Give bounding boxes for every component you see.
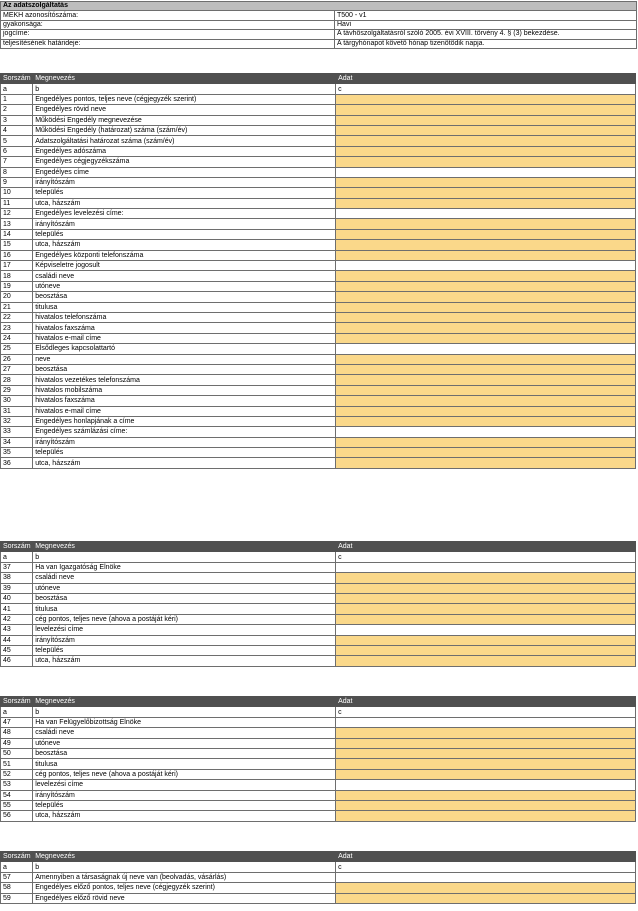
row-label: Ha van Felügyelőbizottság Elnöke [33,717,336,727]
adat-input-cell[interactable] [336,604,636,614]
header-megnevezes: Megnevezés [33,542,336,552]
row-label: utóneve [33,281,336,291]
row-number: 15 [1,240,33,250]
adat-cell [336,344,636,354]
row-number: 58 [1,883,33,893]
table-row [1,583,636,593]
row-label: titulusa [33,302,336,312]
row-number: 8 [1,167,33,177]
adat-input-cell[interactable] [336,198,636,208]
table-row [1,177,636,187]
table-row [1,385,636,395]
row-label: titulusa [33,604,336,614]
adat-input-cell[interactable] [336,406,636,416]
table-row [1,157,636,167]
table-row [1,635,636,645]
row-label: Adatszolgáltatási határozat száma (szám/év) [33,136,336,146]
header-sorszam: Sorszám [1,697,33,707]
header-adat: Adat [336,697,636,707]
adat-input-cell[interactable] [336,177,636,187]
adat-cell [336,872,636,882]
row-number: 52 [1,769,33,779]
table-row [1,261,636,271]
row-number: 46 [1,656,33,666]
info-title: Az adatszolgáltatás [1,2,637,11]
info-table [0,1,637,49]
row-number: 5 [1,136,33,146]
table-row [1,396,636,406]
adat-input-cell[interactable] [336,364,636,374]
info-value: Havi [335,20,637,29]
table-row [1,437,636,447]
row-label: Engedélyes előző rövid neve [33,893,336,903]
row-number: 49 [1,738,33,748]
info-row [1,11,637,20]
adat-input-cell[interactable] [336,448,636,458]
adat-input-cell[interactable] [336,893,636,903]
header-sorszam: Sorszám [1,542,33,552]
header-adat: Adat [336,542,636,552]
table-row [1,800,636,810]
table-row [1,748,636,758]
row-number: 27 [1,364,33,374]
row-number: 36 [1,458,33,468]
row-label: Engedélyes előző pontos, teljes neve (cégjegyzék szerint) [33,883,336,893]
row-label: Engedélyes pontos, teljes neve (cégjegyzék szerint) [33,94,336,104]
table-row [1,811,636,821]
table-row [1,344,636,354]
row-number: 41 [1,604,33,614]
header-megnevezes: Megnevezés [33,697,336,707]
row-number: 3 [1,115,33,125]
row-label: családi neve [33,271,336,281]
adat-input-cell[interactable] [336,416,636,426]
row-number: 18 [1,271,33,281]
row-number: 28 [1,375,33,385]
row-label: település [33,188,336,198]
row-number: 29 [1,385,33,395]
row-label: Engedélyes központi telefonszáma [33,250,336,260]
adat-input-cell[interactable] [336,645,636,655]
row-number: 9 [1,177,33,187]
row-label: hivatalos vezetékes telefonszáma [33,375,336,385]
column-header-row [1,74,636,84]
row-label: hivatalos mobilszáma [33,385,336,395]
table-row [1,312,636,322]
table-row [1,229,636,239]
adat-input-cell[interactable] [336,811,636,821]
letter-a: a [1,84,33,94]
adat-input-cell[interactable] [336,302,636,312]
row-label: levelezési címe [33,780,336,790]
info-row [1,30,637,39]
adat-input-cell[interactable] [336,385,636,395]
row-label: Elsődleges kapcsolattartó [33,344,336,354]
adat-input-cell[interactable] [336,333,636,343]
row-label: Engedélyes honlapjának a címe [33,416,336,426]
row-number: 4 [1,125,33,135]
letter-a: a [1,862,33,872]
row-number: 7 [1,157,33,167]
adat-input-cell[interactable] [336,583,636,593]
table-row [1,188,636,198]
row-number: 59 [1,893,33,903]
table-row [1,302,636,312]
row-number: 26 [1,354,33,364]
adat-cell [336,427,636,437]
table-row [1,458,636,468]
row-label: beosztása [33,364,336,374]
row-label: hivatalos e-mail címe [33,406,336,416]
adat-input-cell[interactable] [336,115,636,125]
row-number: 2 [1,105,33,115]
data-table-1 [0,73,636,469]
row-label: cég pontos, teljes neve (ahova a postáját kéri) [33,769,336,779]
table-row [1,167,636,177]
table-row [1,573,636,583]
letter-b: b [33,707,336,717]
adat-cell [336,261,636,271]
row-number: 14 [1,229,33,239]
adat-input-cell[interactable] [336,396,636,406]
row-label: Ha van Igazgatóság Elnöke [33,562,336,572]
adat-input-cell[interactable] [336,790,636,800]
row-label: Engedélyes rövid neve [33,105,336,115]
header-megnevezes: Megnevezés [33,852,336,862]
row-number: 12 [1,209,33,219]
table-row [1,872,636,882]
table-row [1,94,636,104]
row-label: utóneve [33,738,336,748]
row-number: 21 [1,302,33,312]
table-row [1,354,636,364]
table-row [1,593,636,603]
info-row [1,39,637,48]
adat-cell [336,167,636,177]
adat-cell [336,717,636,727]
adat-input-cell[interactable] [336,250,636,260]
table-row [1,427,636,437]
table-row [1,562,636,572]
row-label: hivatalos telefonszáma [33,312,336,322]
row-label: családi neve [33,573,336,583]
row-label: beosztása [33,593,336,603]
adat-input-cell[interactable] [336,281,636,291]
row-label: utóneve [33,583,336,593]
header-megnevezes: Megnevezés [33,74,336,84]
letter-b: b [33,552,336,562]
row-number: 19 [1,281,33,291]
adat-input-cell[interactable] [336,728,636,738]
row-label: titulusa [33,759,336,769]
adat-input-cell[interactable] [336,748,636,758]
info-label: jogcíme: [1,30,335,39]
row-label: Működési Engedély (határozat) száma (szám/év) [33,125,336,135]
table-row [1,323,636,333]
adat-input-cell[interactable] [336,323,636,333]
row-label: hivatalos faxszáma [33,396,336,406]
table-row [1,614,636,624]
letter-b: b [33,84,336,94]
table-row [1,146,636,156]
row-label: neve [33,354,336,364]
row-label: Amennyiben a társaságnak új neve van (beolvadás, vásárlás) [33,872,336,882]
row-label: település [33,448,336,458]
row-label: irányítószám [33,177,336,187]
letter-a: a [1,707,33,717]
table-row [1,292,636,302]
column-letter-row [1,552,636,562]
adat-input-cell[interactable] [336,573,636,583]
table-row [1,416,636,426]
adat-input-cell[interactable] [336,593,636,603]
row-label: Működési Engedély megnevezése [33,115,336,125]
row-number: 22 [1,312,33,322]
row-label: irányítószám [33,437,336,447]
table-row [1,656,636,666]
row-label: utca, házszám [33,458,336,468]
row-number: 32 [1,416,33,426]
table-row [1,406,636,416]
row-number: 35 [1,448,33,458]
table-row [1,893,636,903]
table-row [1,364,636,374]
header-sorszam: Sorszám [1,852,33,862]
row-number: 53 [1,780,33,790]
row-number: 1 [1,94,33,104]
row-number: 6 [1,146,33,156]
adat-input-cell[interactable] [336,125,636,135]
row-number: 47 [1,717,33,727]
row-label: Képviseletre jogosult [33,261,336,271]
row-number: 13 [1,219,33,229]
adat-input-cell[interactable] [336,219,636,229]
row-number: 54 [1,790,33,800]
info-value: A távhőszolgáltatásról szóló 2005. évi XVIII. törvény 4. § (3) bekezdése. [335,30,637,39]
info-label: gyakorisága: [1,20,335,29]
table-row [1,738,636,748]
row-label: település [33,229,336,239]
adat-input-cell[interactable] [336,656,636,666]
table-row [1,790,636,800]
letter-c: c [336,707,636,717]
table-row [1,281,636,291]
adat-input-cell[interactable] [336,375,636,385]
adat-input-cell[interactable] [336,458,636,468]
adat-input-cell[interactable] [336,614,636,624]
row-number: 11 [1,198,33,208]
row-label: Engedélyes adószáma [33,146,336,156]
letter-c: c [336,84,636,94]
info-row [1,20,637,29]
adat-input-cell[interactable] [336,769,636,779]
row-label: cég pontos, teljes neve (ahova a postáját kéri) [33,614,336,624]
row-label: beosztása [33,292,336,302]
table-row [1,240,636,250]
table-row [1,105,636,115]
table-row [1,209,636,219]
letter-c: c [336,862,636,872]
row-label: utca, házszám [33,656,336,666]
letter-c: c [336,552,636,562]
table-row [1,625,636,635]
row-label: település [33,800,336,810]
row-number: 56 [1,811,33,821]
row-label: irányítószám [33,219,336,229]
info-value: T500 - v1 [335,11,637,20]
row-number: 17 [1,261,33,271]
table-row [1,717,636,727]
table-row [1,759,636,769]
table-row [1,645,636,655]
row-label: Engedélyes címe [33,167,336,177]
table-row [1,125,636,135]
adat-input-cell[interactable] [336,94,636,104]
row-label: település [33,645,336,655]
info-label: teljesítésének határideje: [1,39,335,48]
adat-input-cell[interactable] [336,354,636,364]
adat-input-cell[interactable] [336,240,636,250]
adat-input-cell[interactable] [336,229,636,239]
table-row [1,728,636,738]
row-number: 25 [1,344,33,354]
row-label: utca, házszám [33,240,336,250]
adat-input-cell[interactable] [336,312,636,322]
table-row [1,198,636,208]
table-row [1,115,636,125]
column-header-row [1,852,636,862]
adat-input-cell[interactable] [336,800,636,810]
row-number: 43 [1,625,33,635]
adat-cell [336,780,636,790]
row-label: levelezési címe [33,625,336,635]
adat-input-cell[interactable] [336,136,636,146]
table-row [1,136,636,146]
table-row [1,250,636,260]
data-table-2 [0,541,636,667]
adat-cell [336,625,636,635]
adat-input-cell[interactable] [336,188,636,198]
adat-input-cell[interactable] [336,105,636,115]
adat-input-cell[interactable] [336,738,636,748]
info-title-row [1,2,637,11]
row-number: 39 [1,583,33,593]
row-label: Engedélyes cégjegyzékszáma [33,157,336,167]
header-adat: Adat [336,74,636,84]
row-number: 40 [1,593,33,603]
row-label: irányítószám [33,635,336,645]
adat-input-cell[interactable] [336,437,636,447]
row-number: 48 [1,728,33,738]
row-number: 31 [1,406,33,416]
row-number: 57 [1,872,33,882]
column-letter-row [1,707,636,717]
column-header-row [1,542,636,552]
row-number: 16 [1,250,33,260]
row-number: 33 [1,427,33,437]
info-label: MEKH azonosítószáma: [1,11,335,20]
row-label: utca, házszám [33,198,336,208]
row-number: 50 [1,748,33,758]
row-label: utca, házszám [33,811,336,821]
row-number: 37 [1,562,33,572]
table-row [1,333,636,343]
row-number: 42 [1,614,33,624]
header-sorszam: Sorszám [1,74,33,84]
table-row [1,769,636,779]
row-number: 55 [1,800,33,810]
adat-input-cell[interactable] [336,157,636,167]
letter-b: b [33,862,336,872]
row-number: 51 [1,759,33,769]
info-value: A tárgyhónapot követő hónap tizenötödik napja. [335,39,637,48]
adat-cell [336,562,636,572]
row-number: 44 [1,635,33,645]
adat-cell [336,209,636,219]
adat-input-cell[interactable] [336,635,636,645]
table-row [1,375,636,385]
table-row [1,883,636,893]
row-label: irányítószám [33,790,336,800]
row-label: beosztása [33,748,336,758]
adat-input-cell[interactable] [336,271,636,281]
column-letter-row [1,84,636,94]
row-number: 34 [1,437,33,447]
row-label: családi neve [33,728,336,738]
adat-input-cell[interactable] [336,292,636,302]
row-number: 38 [1,573,33,583]
adat-input-cell[interactable] [336,883,636,893]
adat-input-cell[interactable] [336,759,636,769]
row-label: hivatalos e-mail címe [33,333,336,343]
row-number: 24 [1,333,33,343]
row-number: 20 [1,292,33,302]
row-number: 10 [1,188,33,198]
column-header-row [1,697,636,707]
adat-input-cell[interactable] [336,146,636,156]
table-row [1,219,636,229]
row-label: Engedélyes levelezési címe: [33,209,336,219]
data-table-3 [0,696,636,822]
letter-a: a [1,552,33,562]
row-number: 45 [1,645,33,655]
row-label: Engedélyes számlázási címe: [33,427,336,437]
header-adat: Adat [336,852,636,862]
row-number: 30 [1,396,33,406]
table-row [1,604,636,614]
row-label: hivatalos faxszáma [33,323,336,333]
table-row [1,271,636,281]
table-row [1,780,636,790]
table-row [1,448,636,458]
column-letter-row [1,862,636,872]
row-number: 23 [1,323,33,333]
data-table-4 [0,851,636,904]
